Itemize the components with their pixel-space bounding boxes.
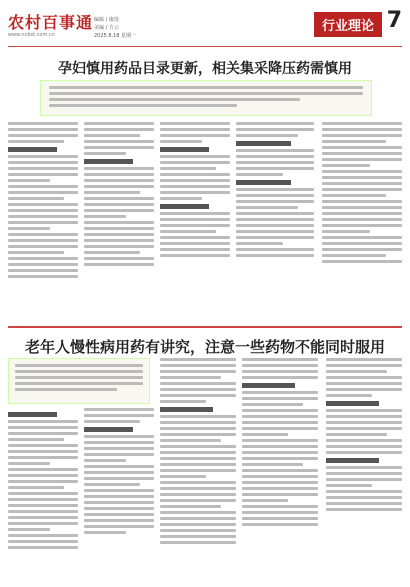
article-1-intro-box xyxy=(40,80,372,116)
article-divider xyxy=(8,326,402,328)
meta-designer: 美编 / 方云 xyxy=(94,25,119,31)
meta-date: 2025.8.18 星期一 xyxy=(94,33,137,39)
article-2-col-5 xyxy=(326,358,402,514)
masthead xyxy=(8,6,402,47)
article-2-col-1 xyxy=(8,408,78,552)
article-1-col-4 xyxy=(236,122,314,260)
issue-meta xyxy=(94,16,136,40)
meta-editor: 编辑 / 康莲 xyxy=(94,17,119,23)
newspaper-url: www.ncbst.com.cn xyxy=(8,32,55,38)
article-1-col-3 xyxy=(160,122,230,260)
article-1-headline: 孕妇慎用药品目录更新，相关集采降压药需慎用 xyxy=(58,61,352,77)
article-2-intro-box xyxy=(8,358,150,404)
newspaper-logo: 农村百事通 xyxy=(8,13,94,32)
article-2-col-3 xyxy=(160,358,236,547)
article-2-col-2 xyxy=(84,408,154,537)
article-1-col-2 xyxy=(84,122,154,269)
section-title: 行业理论 xyxy=(314,12,382,37)
article-2-col-4 xyxy=(242,358,318,529)
article-2-headline: 老年人慢性病用药有讲究，注意一些药物不能同时服用 xyxy=(24,338,385,356)
page-number: 7 xyxy=(386,8,402,33)
article-1-col-5 xyxy=(322,122,402,266)
article-1-col-1 xyxy=(8,122,78,281)
